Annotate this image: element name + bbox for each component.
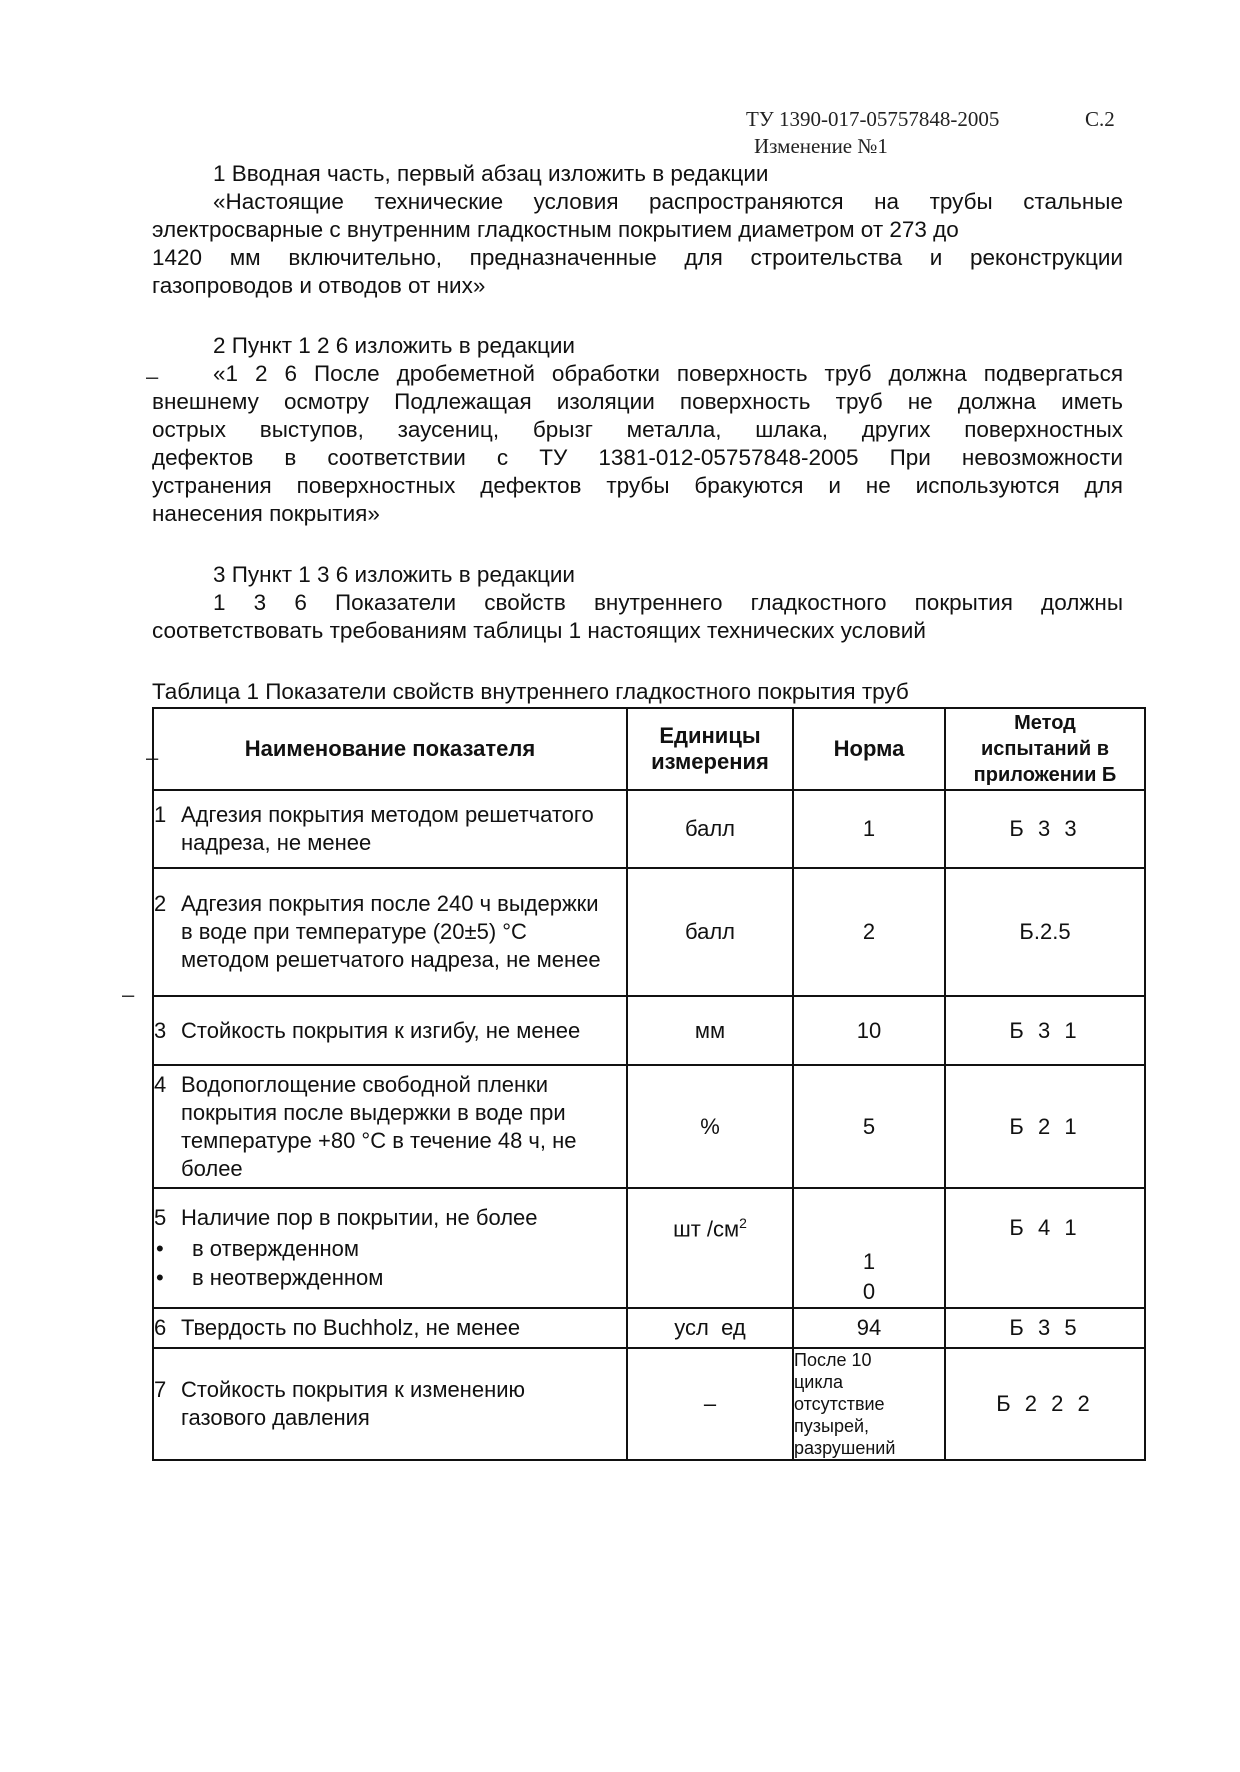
row-norm: 5 (793, 1065, 945, 1188)
table-caption: Таблица 1 Показатели свойств внутреннего гладкостного покрытия труб (152, 679, 909, 704)
row-name-cell (153, 868, 627, 996)
section-1-line: 1420 мм включительно, предназначенные для строительства и реконструкции (152, 245, 1123, 270)
norm-line: После 10 (794, 1350, 872, 1370)
row-name-cell (153, 1348, 627, 1460)
row-name-cell (153, 1065, 627, 1188)
row-number: 3 (154, 1017, 167, 1043)
row-unit (627, 1188, 793, 1308)
table-header-row (153, 708, 1145, 790)
section-2-heading: 2 Пункт 1 2 6 изложить в редакции (213, 333, 575, 358)
table-row (153, 790, 1145, 868)
row-method: Б 4 1 (945, 1188, 1145, 1308)
row-number: 4 (154, 1071, 167, 1097)
row-norm: 94 (793, 1308, 945, 1348)
section-3-line: соответствовать требованиям таблицы 1 настоящих технических условий (152, 618, 926, 643)
norm-line: отсутствие (794, 1394, 885, 1414)
margin-mark: – (146, 745, 159, 770)
row-number: 6 (154, 1315, 167, 1340)
change-notice: Изменение №1 (754, 134, 888, 158)
header-method (945, 708, 1145, 790)
row-name: Адгезия покрытия методом решетчатого надреза, не менее (181, 802, 594, 855)
section-2-line: острых выступов, заусениц, брызг металла, шлака, других поверхностных (152, 417, 1123, 442)
section-2-line: дефектов в соответствии с ТУ 1381-012-05757848-2005 При невозможности (152, 445, 1123, 470)
row-norm (793, 1348, 945, 1460)
row-name-cell (153, 1308, 627, 1348)
row-name-cell (153, 790, 627, 868)
row-name: Адгезия покрытия после 240 ч выдержки в воде при температуре (20±5) °С методом решетчатого надреза, не менее (181, 891, 601, 972)
header-unit-line: Единицы (659, 723, 761, 748)
header-method-line: Метод (1014, 712, 1076, 734)
header-norm: Норма (793, 708, 945, 790)
header-method-line: испытаний в (980, 738, 1110, 760)
norm-value-b: 0 (862, 1279, 876, 1304)
row-name: Твердость по Buchholz, не менее (181, 1315, 521, 1340)
section-1-line: «Настоящие технические условия распространяются на трубы стальные (213, 189, 1123, 214)
row-unit: усл ед (627, 1308, 793, 1348)
section-1-line: газопроводов и отводов от них» (152, 273, 486, 298)
norm-value-a: 1 (862, 1249, 876, 1274)
row-name: Стойкость покрытия к изменению газового давления (181, 1377, 526, 1430)
unit-text: шт /см (673, 1216, 740, 1242)
table-row (153, 996, 1145, 1065)
row-unit: % (627, 1065, 793, 1188)
header-method-line: приложении Б (973, 764, 1117, 786)
properties-table (152, 707, 1146, 1461)
row-name: Водопоглощение свободной пленки покрытия после выдержки в воде при температуре +80 °С в течение 48 ч, не более (181, 1071, 577, 1181)
document-code: ТУ 1390-017-05757848-2005 (746, 107, 1000, 131)
section-2-line: нанесения покрытия» (152, 501, 380, 526)
row-method: Б 2 1 (945, 1065, 1145, 1188)
row-norm: 1 (793, 790, 945, 868)
row-name-cell (153, 1188, 627, 1308)
row-unit: балл (627, 790, 793, 868)
table-row (153, 868, 1145, 996)
row-name: Стойкость покрытия к изгибу, не менее (181, 1017, 581, 1043)
page-number: С.2 (1085, 107, 1115, 131)
row-method: Б 3 1 (945, 996, 1145, 1065)
row-norm (793, 1188, 945, 1308)
margin-mark: – (122, 982, 135, 1007)
row-unit: балл (627, 868, 793, 996)
table-row (153, 1348, 1145, 1460)
row-number: 5 (154, 1205, 167, 1230)
row-number: 2 (154, 891, 167, 916)
norm-line: разрушений (794, 1438, 896, 1458)
row-unit: – (627, 1348, 793, 1460)
table-row (153, 1188, 1145, 1308)
row-number: 1 (154, 802, 167, 827)
unit-superscript: 2 (739, 1215, 747, 1231)
section-2-line: внешнему осмотру Подлежащая изоляции поверхность труб не должна иметь (152, 389, 1123, 414)
pore-state-list (154, 1234, 626, 1292)
section-1-heading: 1 Вводная часть, первый абзац изложить в редакции (213, 161, 769, 186)
header-unit-line: измерения (651, 749, 769, 774)
table-row (153, 1065, 1145, 1188)
list-item: • в отвержденном (192, 1234, 626, 1263)
margin-mark: – (146, 364, 159, 389)
section-3-line: 1 3 6 Показатели свойств внутреннего гладкостного покрытия должны (213, 590, 1123, 615)
row-method: Б 3 5 (945, 1308, 1145, 1348)
section-3-heading: 3 Пункт 1 3 6 изложить в редакции (213, 562, 575, 587)
section-1-line: электросварные с внутренним гладкостным покрытием диаметром от 273 до (152, 217, 959, 242)
section-2-line: «1 2 6 После дробеметной обработки поверхность труб должна подвергаться (213, 361, 1123, 386)
row-method: Б 3 3 (945, 790, 1145, 868)
row-name: Наличие пор в покрытии, не более (181, 1205, 538, 1230)
norm-line: цикла (794, 1372, 843, 1392)
header-name: Наименование показателя (153, 708, 627, 790)
table-row (153, 1308, 1145, 1348)
row-number: 7 (154, 1377, 167, 1402)
row-method: Б 2 2 2 (945, 1348, 1145, 1460)
row-norm: 10 (793, 996, 945, 1065)
list-item: • в неотвержденном (192, 1263, 626, 1292)
header-unit (627, 708, 793, 790)
section-2-line: устранения поверхностных дефектов трубы бракуются и не используются для (152, 473, 1123, 498)
norm-line: пузырей, (794, 1416, 870, 1436)
row-method: Б.2.5 (945, 868, 1145, 996)
row-unit: мм (627, 996, 793, 1065)
row-name-cell (153, 996, 627, 1065)
row-norm: 2 (793, 868, 945, 996)
